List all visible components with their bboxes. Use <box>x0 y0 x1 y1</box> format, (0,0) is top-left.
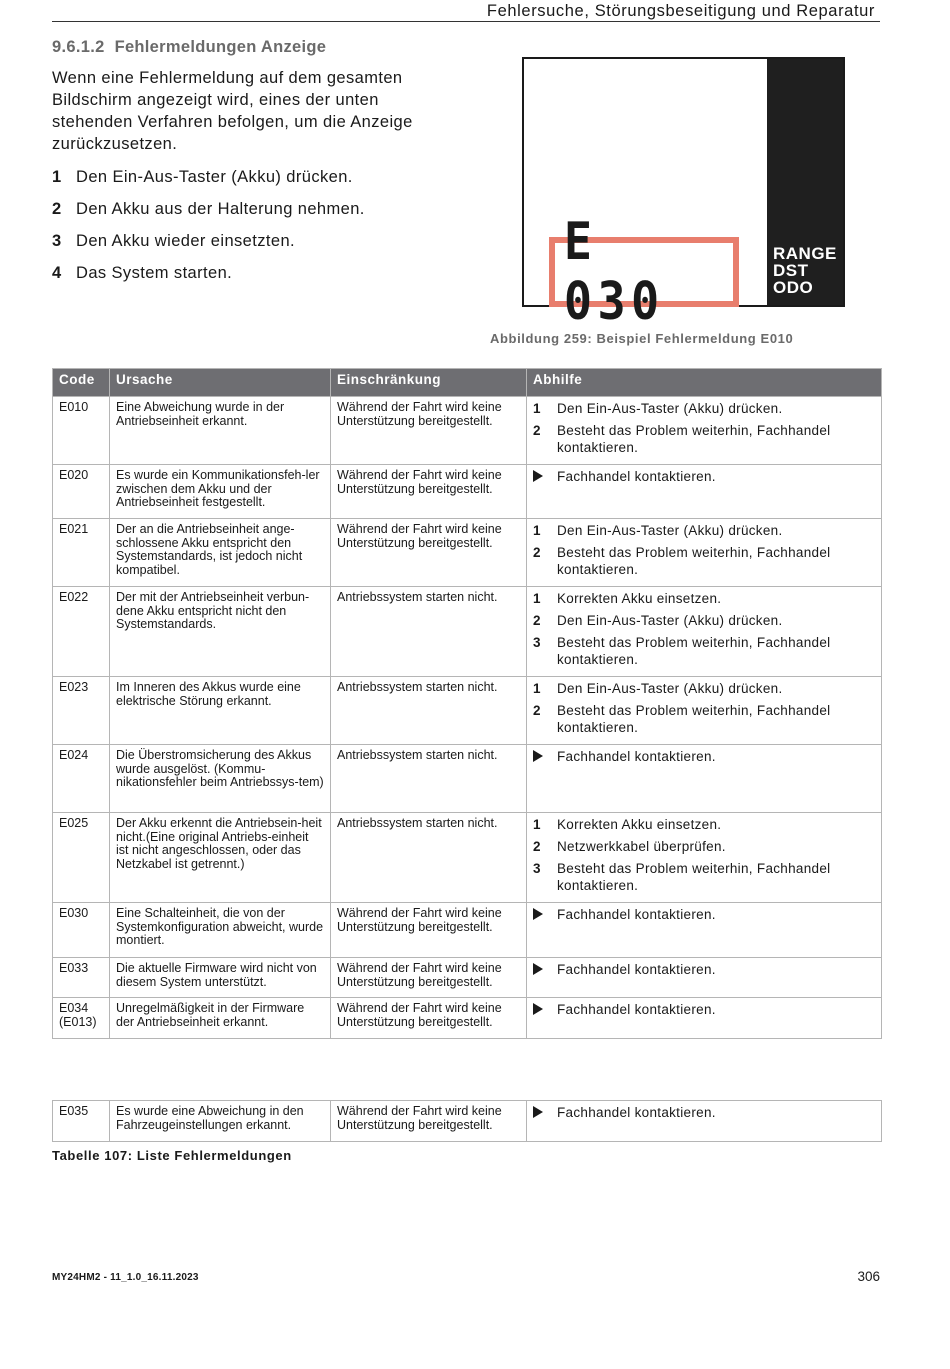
step-text: Den Ein-Aus-Taster (Akku) drücken. <box>76 168 353 186</box>
table-row <box>53 519 882 587</box>
triangle-right-icon <box>533 1106 543 1118</box>
restriction-cell: Während der Fahrt wird keine Unterstützung bereitgestellt. <box>331 958 527 998</box>
code-cell: E034 (E013) <box>53 998 110 1039</box>
remedy-text: Korrekten Akku einsetzen. <box>557 817 722 832</box>
error-table <box>52 368 882 1039</box>
restriction-cell: Während der Fahrt wird keine Unterstützung bereitgestellt. <box>331 998 527 1039</box>
step-text: Das System starten. <box>76 264 233 282</box>
step-number: 4 <box>52 264 62 282</box>
remedy-text: Besteht das Problem weiterhin, Fachhandel kontaktieren. <box>557 635 831 667</box>
arrow-right-icon <box>533 906 557 924</box>
table-row <box>53 813 882 903</box>
remedy-item <box>533 400 875 417</box>
remedy-item <box>533 860 875 894</box>
code-cell: E024 <box>53 745 110 813</box>
remedy-text: Besteht das Problem weiterhin, Fachhandel kontaktieren. <box>557 703 831 735</box>
display-label-dst: DST <box>773 261 809 280</box>
table-row <box>53 998 882 1039</box>
triangle-right-icon <box>533 908 543 920</box>
header-cause: Ursache <box>110 369 331 397</box>
restriction-cell: Antriebssystem starten nicht. <box>331 745 527 813</box>
remedy-text: Den Ein-Aus-Taster (Akku) drücken. <box>557 523 783 538</box>
restriction-cell: Während der Fahrt wird keine Unterstützung bereitgestellt. <box>331 903 527 958</box>
table-row <box>53 677 882 745</box>
remedy-item <box>533 1001 875 1019</box>
code-cell: E030 <box>53 903 110 958</box>
remedy-item <box>533 522 875 539</box>
cause-cell: Im Inneren des Akkus wurde eine elektrische Störung erkannt. <box>110 677 331 745</box>
section-number: 9.6.1.2 <box>52 38 105 56</box>
header-code: Code <box>53 369 110 397</box>
remedy-text: Fachhandel kontaktieren. <box>557 907 716 922</box>
remedy-item <box>533 702 875 736</box>
restriction-cell: Antriebssystem starten nicht. <box>331 587 527 677</box>
remedy-step-number: 1 <box>533 401 541 416</box>
remedy-item <box>533 634 875 668</box>
remedy-step-number: 2 <box>533 703 541 718</box>
step-item <box>52 166 472 198</box>
code-cell: E035 <box>53 1101 110 1142</box>
remedy-item <box>533 544 875 578</box>
remedy-text: Besteht das Problem weiterhin, Fachhandel kontaktieren. <box>557 861 831 893</box>
cause-cell: Der an die Antriebseinheit ange-schlossene Akku entspricht den Systemstandards, ist jedoch nicht kompatibel. <box>110 519 331 587</box>
remedy-text: Korrekten Akku einsetzen. <box>557 591 722 606</box>
step-text: Den Akku aus der Halterung nehmen. <box>76 200 365 218</box>
remedy-text: Netzwerkkabel überprüfen. <box>557 839 726 854</box>
section-heading <box>52 38 326 57</box>
remedy-step-number: 2 <box>533 613 541 628</box>
cause-cell: Es wurde eine Abweichung in den Fahrzeugeinstellungen erkannt. <box>110 1101 331 1142</box>
restriction-cell: Während der Fahrt wird keine Unterstützung bereitgestellt. <box>331 519 527 587</box>
triangle-right-icon <box>533 1003 543 1015</box>
triangle-right-icon <box>533 470 543 482</box>
remedy-step-number: 1 <box>533 523 541 538</box>
remedy-cell <box>527 1101 882 1142</box>
remedy-step-number: 1 <box>533 681 541 696</box>
remedy-item <box>533 1104 875 1122</box>
arrow-right-icon <box>533 961 557 979</box>
intro-paragraph: Wenn eine Fehlermeldung auf dem gesamten Bildschirm angezeigt wird, eines der unten stehenden Verfahren befolgen, um die Anzeige zurückzusetzen. <box>52 69 413 153</box>
triangle-right-icon <box>533 750 543 762</box>
code-cell: E033 <box>53 958 110 998</box>
figure-caption: Abbildung 259: Beispiel Fehlermeldung E010 <box>490 331 794 346</box>
remedy-item <box>533 838 875 855</box>
remedy-item <box>533 748 875 766</box>
restriction-cell: Während der Fahrt wird keine Unterstützung bereitgestellt. <box>331 397 527 465</box>
restriction-cell: Antriebssystem starten nicht. <box>331 813 527 903</box>
code-cell: E025 <box>53 813 110 903</box>
header-remedy: Abhilfe <box>527 369 882 397</box>
remedy-item <box>533 590 875 607</box>
remedy-cell <box>527 745 882 813</box>
remedy-step-number: 1 <box>533 591 541 606</box>
remedy-cell <box>527 465 882 519</box>
cause-cell: Unregelmäßigkeit in der Firmware der Antriebseinheit erkannt. <box>110 998 331 1039</box>
remedy-item <box>533 906 875 924</box>
cause-cell: Eine Schalteinheit, die von der Systemkonfiguration abweicht, wurde montiert. <box>110 903 331 958</box>
remedy-step-number: 3 <box>533 861 541 876</box>
table-caption: Tabelle 107: Liste Fehlermeldungen <box>52 1148 292 1163</box>
display-labels <box>773 245 837 296</box>
section-title: Fehlermeldungen Anzeige <box>114 38 327 56</box>
step-item <box>52 262 472 294</box>
code-cell: E023 <box>53 677 110 745</box>
remedy-text: Fachhandel kontaktieren. <box>557 1002 716 1017</box>
remedy-cell <box>527 813 882 903</box>
table-row <box>53 465 882 519</box>
remedy-cell <box>527 677 882 745</box>
code-cell: E020 <box>53 465 110 519</box>
cause-cell: Die aktuelle Firmware wird nicht von diesem System unterstützt. <box>110 958 331 998</box>
cause-cell: Der Akku erkennt die Antriebsein-heit nicht.(Eine original Antriebs-einheit ist nicht angeschlossen, oder das Netzkabel ist getrennt.) <box>110 813 331 903</box>
step-number: 3 <box>52 232 62 250</box>
remedy-item <box>533 816 875 833</box>
restriction-cell: Antriebssystem starten nicht. <box>331 677 527 745</box>
restriction-cell: Während der Fahrt wird keine Unterstützung bereitgestellt. <box>331 1101 527 1142</box>
header-restriction: Einschränkung <box>331 369 527 397</box>
remedy-text: Fachhandel kontaktieren. <box>557 962 716 977</box>
remedy-text: Besteht das Problem weiterhin, Fachhandel kontaktieren. <box>557 545 831 577</box>
remedy-text: Fachhandel kontaktieren. <box>557 749 716 764</box>
table-header-row <box>53 369 882 397</box>
arrow-right-icon <box>533 748 557 766</box>
error-table-continued <box>52 1100 882 1142</box>
cause-cell: Die Überstromsicherung des Akkus wurde ausgelöst. (Kommu-nikationsfehler beim Antriebssys-tem) <box>110 745 331 813</box>
triangle-right-icon <box>533 963 543 975</box>
cause-cell: Es wurde ein Kommunikationsfeh-ler zwischen dem Akku und der Antriebseinheit festgestellt. <box>110 465 331 519</box>
remedy-cell <box>527 903 882 958</box>
remedy-text: Den Ein-Aus-Taster (Akku) drücken. <box>557 613 783 628</box>
table-row <box>53 903 882 958</box>
remedy-text: Besteht das Problem weiterhin, Fachhandel kontaktieren. <box>557 423 831 455</box>
error-code-readout: E 030 <box>563 212 665 332</box>
footer-page-number: 306 <box>857 1269 880 1284</box>
remedy-item <box>533 422 875 456</box>
remedy-cell <box>527 587 882 677</box>
page-header-title: Fehlersuche, Störungsbeseitigung und Reparatur <box>486 2 875 20</box>
code-cell: E010 <box>53 397 110 465</box>
reset-steps-list <box>52 166 472 294</box>
arrow-right-icon <box>533 1001 557 1019</box>
remedy-step-number: 2 <box>533 423 541 438</box>
display-label-range: RANGE <box>773 244 837 263</box>
remedy-cell <box>527 397 882 465</box>
remedy-item <box>533 612 875 629</box>
remedy-cell <box>527 958 882 998</box>
table-row <box>53 745 882 813</box>
remedy-item <box>533 680 875 697</box>
remedy-cell <box>527 998 882 1039</box>
arrow-right-icon <box>533 1104 557 1122</box>
remedy-text: Fachhandel kontaktieren. <box>557 469 716 484</box>
cause-cell: Eine Abweichung wurde in der Antriebseinheit erkannt. <box>110 397 331 465</box>
remedy-item <box>533 468 875 486</box>
remedy-text: Den Ein-Aus-Taster (Akku) drücken. <box>557 401 783 416</box>
remedy-step-number: 3 <box>533 635 541 650</box>
remedy-step-number: 2 <box>533 839 541 854</box>
table-row <box>53 1101 882 1142</box>
display-label-odo: ODO <box>773 278 814 297</box>
step-number: 1 <box>52 168 62 186</box>
step-item <box>52 230 472 262</box>
restriction-cell: Während der Fahrt wird keine Unterstützung bereitgestellt. <box>331 465 527 519</box>
remedy-step-number: 1 <box>533 817 541 832</box>
cause-cell: Der mit der Antriebseinheit verbun-dene Akku entspricht nicht den Systemstandards. <box>110 587 331 677</box>
footer-doc-id: MY24HM2 - 11_1.0_16.11.2023 <box>52 1272 199 1283</box>
remedy-cell <box>527 519 882 587</box>
display-side-panel <box>767 59 843 305</box>
arrow-right-icon <box>533 468 557 486</box>
remedy-text: Fachhandel kontaktieren. <box>557 1105 716 1120</box>
header-divider <box>52 21 880 22</box>
error-code-highlight <box>549 212 739 332</box>
table-row <box>53 958 882 998</box>
table-row <box>53 587 882 677</box>
remedy-item <box>533 961 875 979</box>
step-number: 2 <box>52 200 62 218</box>
remedy-step-number: 2 <box>533 545 541 560</box>
code-cell: E022 <box>53 587 110 677</box>
step-item <box>52 198 472 230</box>
table-row <box>53 397 882 465</box>
step-text: Den Akku wieder einsetzten. <box>76 232 295 250</box>
error-display-illustration <box>522 57 845 332</box>
code-cell: E021 <box>53 519 110 587</box>
remedy-text: Den Ein-Aus-Taster (Akku) drücken. <box>557 681 783 696</box>
